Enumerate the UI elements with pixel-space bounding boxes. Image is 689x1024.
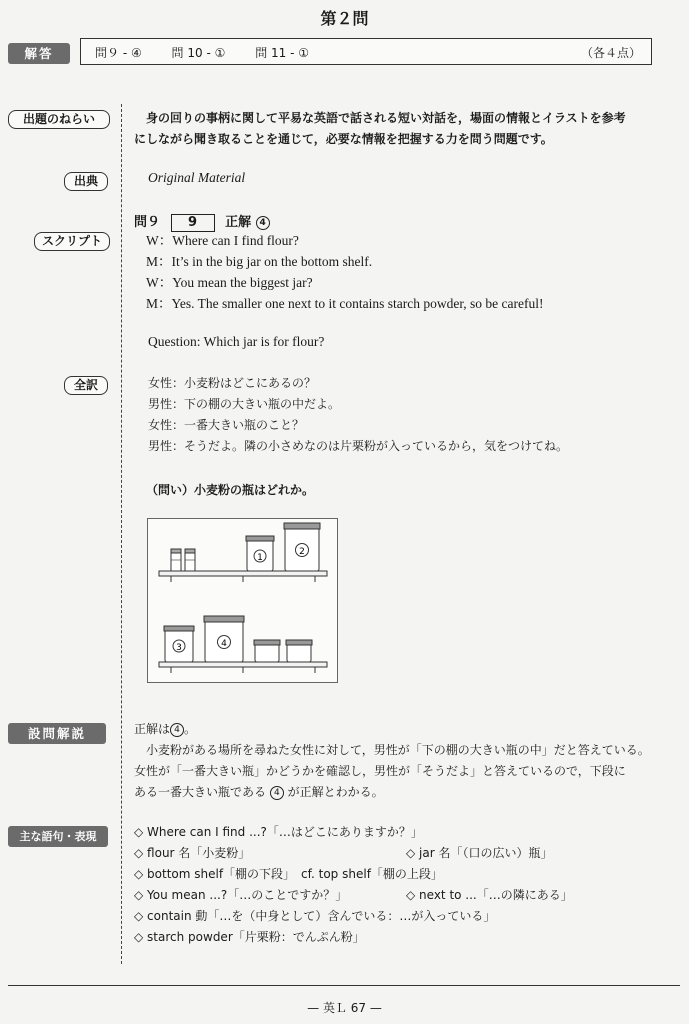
jar-lid [204, 616, 244, 622]
vocab-item: ◇ bottom shelf「棚の下段」 cf. top shelf「棚の上段」 [134, 867, 443, 881]
page-title: 第２問 [320, 9, 369, 28]
jar-lid [286, 640, 312, 645]
vocab-list [134, 823, 674, 949]
script-label: スクリプト [34, 232, 110, 251]
jar-lid [164, 626, 194, 631]
translation-label: 全訳 [64, 376, 108, 395]
vocab-item: ◇ Where can I find ...?「…はどこにありますか？」 [134, 825, 423, 839]
question-header: 問９ 9 正解 4 [134, 211, 270, 232]
source-label: 出典 [64, 172, 108, 191]
top-shelf [159, 571, 327, 576]
jar-label: 1 [257, 553, 263, 563]
question-text: Question: Which jar is for flour? [148, 334, 325, 349]
answer-item: 問 10 - ① [171, 46, 226, 60]
divider-line [121, 104, 122, 964]
small-jar [255, 644, 279, 662]
vocab-item: ◇ flour 名「小麦粉」 ◇ jar 名「（口の広い）瓶」 [134, 846, 553, 860]
circled-number: 4 [270, 786, 284, 800]
vocab-item: ◇ You mean ...?「…のことですか？」 ◇ next to ...「…の隣にある」 [134, 888, 573, 902]
aim-label: 出題のねらい [8, 110, 110, 129]
aim-text: 身の回りの事柄に関して平易な英語で話される短い対話を，場面の情報とイラストを参考 にしながら聞き取ることを通じて，必要な情報を把握する力を問う問題です。 [134, 111, 626, 146]
footer-rule [8, 985, 680, 986]
jar-lid [246, 536, 274, 541]
points-note: （各４点） [580, 46, 641, 60]
circled-number: 4 [256, 216, 270, 230]
jar-label: 2 [299, 547, 305, 557]
spice-cap [185, 549, 195, 553]
page-number: — 英Ｌ 67 — [307, 1001, 382, 1015]
answer-item: 問 11 - ① [255, 46, 309, 60]
small-jar [287, 644, 311, 662]
jar-lid [284, 523, 320, 529]
spice-bottle [171, 551, 181, 571]
answer-box [80, 38, 652, 65]
vocab-item: ◇ contain 動「…を（中身として）含んでいる：…が入っている」 [134, 909, 496, 923]
source-text: Original Material [148, 170, 246, 185]
translation-text: 女性：小麦粉はどこにあるの？ 男性：下の棚の大きい瓶の中だよ。 女性：一番大きい瓶のこと？ 男性：そうだよ。隣の小さめなのは片栗粉が入っているから，気をつけてね。 [148, 376, 569, 453]
circled-number: 4 [170, 723, 184, 737]
answer-item: 問９ - ④ [95, 46, 142, 60]
shelf-illustration [147, 518, 339, 684]
explanation-text: 正解は 4 。 小麦粉がある場所を尋ねた女性に対して，男性が「下の棚の大きい瓶の中」だと答えている。 女性が「一番大きい瓶」かどうかを確認し，男性が「そうだよ」と答えているので，下段に ある一番大きい瓶である 4 が正解とわかる。 [134, 722, 650, 799]
explanation-label: 設問解説 [8, 723, 106, 744]
vocab-item: ◇ starch powder「片栗粉：でんぷん粉」 [134, 930, 365, 944]
translation-question: （問い）小麦粉の瓶はどれか。 [146, 483, 315, 497]
jar-label: 4 [221, 639, 227, 649]
script-text: W：Where can I find flour? M：It’s in the big jar on the bottom shelf. W：You mean the biggest jar? M：Yes. The smaller one next to it contains starch powder, so be careful! [146, 233, 544, 311]
bottom-shelf [159, 662, 327, 667]
answer-label: 解答 [8, 43, 70, 64]
vocab-label: 主な語句・表現 [8, 826, 108, 847]
answer-box-number: 9 [171, 214, 215, 232]
jar-label: 3 [176, 643, 182, 653]
spice-cap [171, 549, 181, 553]
spice-bottle [185, 551, 195, 571]
jar-lid [254, 640, 280, 645]
